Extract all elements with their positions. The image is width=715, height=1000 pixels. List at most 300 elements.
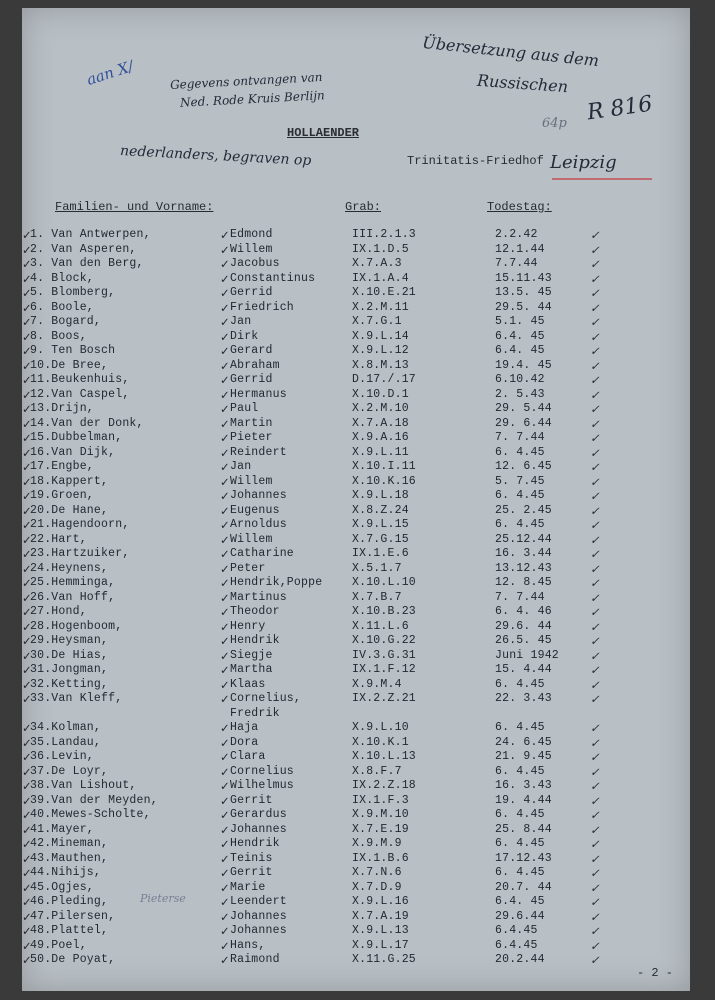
name-cell: 12.Van Caspel, xyxy=(30,387,130,401)
check-mark-icon: ✓ xyxy=(22,474,32,489)
pencil-mark-icon: ✓ xyxy=(590,286,600,300)
grave-cell: IV.3.G.31 xyxy=(352,648,416,662)
table-row xyxy=(22,475,690,490)
table-row xyxy=(22,852,690,867)
check-mark-icon: ✓ xyxy=(22,576,32,590)
check-mark-icon: ✓ xyxy=(220,938,230,953)
pencil-mark-icon: ✓ xyxy=(590,822,600,837)
name-cell: 46.Pleding, xyxy=(30,895,109,908)
grave-cell: IX.1.F.12 xyxy=(352,663,416,676)
date-cell: 16. 3.44 xyxy=(495,547,552,560)
grave-cell: X.9.L.10 xyxy=(352,721,409,734)
grave-cell: X.7.A.3 xyxy=(352,257,402,270)
first-name-cell: Abraham xyxy=(230,358,280,372)
first-name-cell: Pieter xyxy=(230,431,273,444)
check-mark-icon: ✓ xyxy=(22,431,32,445)
date-cell: 6. 4. 46 xyxy=(495,605,552,618)
check-mark-icon: ✓ xyxy=(22,779,32,793)
first-name-cell: Fredrik xyxy=(230,706,280,720)
table-row xyxy=(22,620,690,635)
pencil-mark-icon: ✓ xyxy=(590,242,600,257)
first-name-cell: Gerrid xyxy=(230,373,273,386)
check-mark-icon: ✓ xyxy=(220,576,230,590)
grave-cell: X.7.D.9 xyxy=(352,880,402,894)
first-name-cell: Henry xyxy=(230,619,266,633)
pencil-mark-icon: ✓ xyxy=(590,721,600,735)
pencil-mark-icon: ✓ xyxy=(590,431,600,445)
check-mark-icon: ✓ xyxy=(22,822,32,837)
check-mark-icon: ✓ xyxy=(220,242,230,257)
table-row xyxy=(22,431,690,446)
check-mark-icon: ✓ xyxy=(220,518,230,532)
date-cell: 20.2.44 xyxy=(495,953,545,966)
table-row xyxy=(22,272,690,287)
grave-cell: X.9.M.10 xyxy=(352,808,409,821)
name-cell: 32.Ketting, xyxy=(30,677,109,691)
subtitle-typed: Trinitatis-Friedhof xyxy=(407,154,544,168)
pencil-mark-icon: ✓ xyxy=(590,938,600,953)
check-mark-icon: ✓ xyxy=(22,373,32,387)
check-mark-icon: ✓ xyxy=(22,750,32,764)
date-cell: 29.5. 44 xyxy=(495,300,552,314)
name-cell: 13.Drijn, xyxy=(30,402,94,415)
first-name-cell: Peter xyxy=(230,561,266,575)
table-row xyxy=(22,837,690,852)
name-cell: 47.Pilersen, xyxy=(30,909,116,923)
table-row xyxy=(22,402,690,417)
grave-cell: X.10.G.22 xyxy=(352,634,416,647)
check-mark-icon: ✓ xyxy=(220,779,230,793)
first-name-cell: Haja xyxy=(230,721,259,734)
pencil-mark-icon: ✓ xyxy=(590,373,600,387)
check-mark-icon: ✓ xyxy=(220,315,230,329)
date-cell: 21. 9.45 xyxy=(495,750,552,763)
table-row xyxy=(22,243,690,258)
name-cell: 37.De Loyr, xyxy=(30,764,109,778)
grave-cell: X.9.M.9 xyxy=(352,837,402,850)
pencil-mark-icon: ✓ xyxy=(590,793,600,808)
name-cell: 14.Van der Donk, xyxy=(30,416,144,430)
check-mark-icon: ✓ xyxy=(220,648,230,663)
grave-cell: X.7.A.18 xyxy=(352,416,409,430)
check-mark-icon: ✓ xyxy=(220,474,230,489)
name-cell: 39.Van der Meyden, xyxy=(30,793,158,807)
date-cell: 29. 6.44 xyxy=(495,416,552,430)
date-cell: 16. 3.43 xyxy=(495,779,552,792)
table-row xyxy=(22,605,690,620)
name-cell: 5. Blomberg, xyxy=(30,286,116,299)
name-cell: 19.Groen, xyxy=(30,489,94,502)
name-cell: 41.Mayer, xyxy=(30,822,94,836)
name-cell: 21.Hagendoorn, xyxy=(30,518,130,531)
pencil-mark-icon: ✓ xyxy=(590,750,600,764)
date-cell: 6.4. 45 xyxy=(495,329,545,343)
table-row xyxy=(22,417,690,432)
pencil-mark-icon: ✓ xyxy=(590,648,600,663)
date-cell: 19.4. 45 xyxy=(495,358,552,372)
name-cell: 36.Levin, xyxy=(30,750,94,763)
check-mark-icon: ✓ xyxy=(22,721,32,735)
date-cell: 7. 7.44 xyxy=(495,590,545,604)
name-cell: 31.Jongman, xyxy=(30,663,109,676)
pencil-mark-icon: ✓ xyxy=(590,445,600,460)
table-row xyxy=(22,315,690,330)
pencil-mark-icon: ✓ xyxy=(590,735,600,750)
pencil-mark-icon: ✓ xyxy=(590,779,600,793)
note-top-right-1: Übersetzung aus dem xyxy=(421,32,600,71)
check-mark-icon: ✓ xyxy=(220,489,230,503)
date-cell: 15.11.43 xyxy=(495,271,552,285)
check-mark-icon: ✓ xyxy=(220,590,230,605)
date-cell: 13.5. 45 xyxy=(495,286,552,299)
check-mark-icon: ✓ xyxy=(220,286,230,300)
check-mark-icon: ✓ xyxy=(220,373,230,387)
first-name-cell: Klaas xyxy=(230,677,266,691)
check-mark-icon: ✓ xyxy=(22,895,32,909)
pencil-mark-icon: ✓ xyxy=(590,663,600,677)
pencil-mark-icon: ✓ xyxy=(590,837,600,851)
date-cell: 5. 7.45 xyxy=(495,474,545,488)
check-mark-icon: ✓ xyxy=(22,489,32,503)
check-mark-icon: ✓ xyxy=(220,228,230,242)
name-cell: 24.Heynens, xyxy=(30,561,109,575)
date-cell: 20.7. 44 xyxy=(495,880,552,894)
date-cell: 12. 8.45 xyxy=(495,576,552,589)
grave-cell: X.10.K.16 xyxy=(352,474,416,488)
check-mark-icon: ✓ xyxy=(220,837,230,851)
first-name-cell: Friedrich xyxy=(230,300,294,314)
check-mark-icon: ✓ xyxy=(22,909,32,924)
grave-cell: X.11.G.25 xyxy=(352,953,416,966)
check-mark-icon: ✓ xyxy=(22,605,32,619)
table-row xyxy=(22,301,690,316)
check-mark-icon: ✓ xyxy=(220,880,230,895)
grave-cell: X.7.B.7 xyxy=(352,590,402,604)
pencil-mark-icon: ✓ xyxy=(590,619,600,634)
first-name-cell: Wilhelmus xyxy=(230,779,294,792)
name-cell: 28.Hogenboom, xyxy=(30,619,123,633)
name-cell: 43.Mauthen, xyxy=(30,851,109,865)
grave-cell: X.2.M.11 xyxy=(352,300,409,314)
check-mark-icon: ✓ xyxy=(22,460,32,474)
first-name-cell: Hermanus xyxy=(230,387,287,401)
table-row xyxy=(22,794,690,809)
grave-cell: X.10.E.21 xyxy=(352,286,416,299)
name-cell: 44.Nihijs, xyxy=(30,866,102,879)
first-name-cell: Martinus xyxy=(230,590,287,604)
pencil-mark-icon: ✓ xyxy=(590,460,600,474)
table-row xyxy=(22,779,690,794)
table-row xyxy=(22,504,690,519)
pencil-mark-icon: ✓ xyxy=(590,692,600,706)
pencil-mark-icon: ✓ xyxy=(590,271,600,286)
name-cell: 3. Van den Berg, xyxy=(30,257,144,270)
first-name-cell: Leendert xyxy=(230,895,287,908)
name-cell: 23.Hartzuiker, xyxy=(30,547,130,560)
table-row xyxy=(22,562,690,577)
table-row xyxy=(22,663,690,678)
grave-cell: X.7.E.19 xyxy=(352,822,409,836)
date-cell: 12. 6.45 xyxy=(495,460,552,473)
grave-cell: X.10.I.11 xyxy=(352,460,416,473)
grave-cell: X.10.L.10 xyxy=(352,576,416,589)
page-title: HOLLAENDER xyxy=(287,126,360,140)
pencil-mark-icon: ✓ xyxy=(590,300,600,315)
pencil-mark-icon: ✓ xyxy=(590,503,600,518)
check-mark-icon: ✓ xyxy=(22,387,32,402)
date-cell: 2. 5.43 xyxy=(495,387,545,401)
name-cell: 1. Van Antwerpen, xyxy=(30,228,151,241)
check-mark-icon: ✓ xyxy=(22,793,32,808)
first-name-cell: Eugenus xyxy=(230,503,280,517)
date-cell: Juni 1942 xyxy=(495,648,559,662)
check-mark-icon: ✓ xyxy=(22,837,32,851)
table-row xyxy=(22,547,690,562)
check-mark-icon: ✓ xyxy=(22,445,32,460)
date-cell: 15. 4.44 xyxy=(495,663,552,676)
first-name-cell: Willem xyxy=(230,532,273,546)
grave-cell: IX.1.F.3 xyxy=(352,793,409,807)
table-row xyxy=(22,634,690,649)
grave-cell: X.10.D.1 xyxy=(352,387,409,401)
check-mark-icon: ✓ xyxy=(220,895,230,909)
check-mark-icon: ✓ xyxy=(220,851,230,866)
check-mark-icon: ✓ xyxy=(220,663,230,677)
check-mark-icon: ✓ xyxy=(22,561,32,576)
table-row xyxy=(22,359,690,374)
red-underline xyxy=(552,178,652,180)
check-mark-icon: ✓ xyxy=(22,938,32,953)
name-cell: 29.Heysman, xyxy=(30,634,109,647)
check-mark-icon: ✓ xyxy=(220,344,230,358)
date-cell: 7.7.44 xyxy=(495,257,538,270)
check-mark-icon: ✓ xyxy=(22,648,32,663)
check-mark-icon: ✓ xyxy=(220,300,230,315)
pencil-mark-icon: ✓ xyxy=(590,416,600,431)
check-mark-icon: ✓ xyxy=(22,315,32,329)
table-row xyxy=(22,533,690,548)
first-name-cell: Hans, xyxy=(230,938,266,952)
pencil-mark-icon: ✓ xyxy=(590,866,600,880)
name-cell: 45.Ogjes, xyxy=(30,880,94,894)
first-name-cell: Theodor xyxy=(230,605,280,618)
name-cell: 42.Mineman, xyxy=(30,837,109,850)
date-cell: 6. 4.45 xyxy=(495,677,545,691)
first-name-cell: Martha xyxy=(230,663,273,676)
date-cell: 6.4. 45 xyxy=(495,895,545,908)
first-name-cell: Dirk xyxy=(230,329,259,343)
check-mark-icon: ✓ xyxy=(22,953,32,967)
table-row xyxy=(22,881,690,896)
date-cell: 6. 4.45 xyxy=(495,518,545,531)
grave-cell: X.9.L.11 xyxy=(352,445,409,459)
first-name-cell: Teinis xyxy=(230,851,273,865)
check-mark-icon: ✓ xyxy=(220,953,230,967)
check-mark-icon: ✓ xyxy=(220,924,230,938)
name-cell: 25.Hemminga, xyxy=(30,576,116,589)
table-row xyxy=(22,939,690,954)
name-cell: 17.Engbe, xyxy=(30,460,94,473)
table-row xyxy=(22,910,690,925)
check-mark-icon: ✓ xyxy=(22,503,32,518)
document-page xyxy=(22,8,690,991)
first-name-cell: Cornelius xyxy=(230,764,294,778)
table-row xyxy=(22,736,690,751)
first-name-cell: Gerrit xyxy=(230,793,273,807)
pencil-mark-icon: ✓ xyxy=(590,953,600,967)
table-row xyxy=(22,460,690,475)
grave-cell: D.17./.17 xyxy=(352,373,416,386)
first-name-cell: Johannes xyxy=(230,909,287,923)
check-mark-icon: ✓ xyxy=(22,692,32,706)
date-cell: 25. 2.45 xyxy=(495,503,552,517)
check-mark-icon: ✓ xyxy=(220,329,230,344)
table-row xyxy=(22,330,690,345)
check-mark-icon: ✓ xyxy=(22,735,32,750)
grave-cell: X.9.L.18 xyxy=(352,489,409,502)
note-top-right-2: Russischen xyxy=(476,70,569,97)
first-name-cell: Arnoldus xyxy=(230,518,287,531)
grave-cell: X.9.M.4 xyxy=(352,677,402,691)
table-row xyxy=(22,446,690,461)
grave-cell: X.8.Z.24 xyxy=(352,503,409,517)
table-row xyxy=(22,750,690,765)
check-mark-icon: ✓ xyxy=(22,286,32,300)
pencil-mark-icon: ✓ xyxy=(590,518,600,532)
pencil-mark-icon: ✓ xyxy=(590,474,600,489)
grave-cell: IX.1.E.6 xyxy=(352,547,409,560)
check-mark-icon: ✓ xyxy=(220,634,230,648)
date-cell: 6.4.45 xyxy=(495,924,538,937)
table-row xyxy=(22,866,690,881)
grave-cell: X.9.L.16 xyxy=(352,895,409,908)
check-mark-icon: ✓ xyxy=(22,271,32,286)
name-cell: 49.Poel, xyxy=(30,938,87,952)
date-cell: 5.1. 45 xyxy=(495,315,545,328)
check-mark-icon: ✓ xyxy=(220,532,230,547)
name-cell: 8. Boos, xyxy=(30,329,87,343)
check-mark-icon: ✓ xyxy=(220,561,230,576)
check-mark-icon: ✓ xyxy=(220,793,230,808)
check-mark-icon: ✓ xyxy=(220,402,230,416)
check-mark-icon: ✓ xyxy=(22,358,32,373)
table-row xyxy=(22,924,690,939)
first-name-cell: Cornelius, xyxy=(230,692,302,705)
grave-cell: III.2.1.3 xyxy=(352,228,416,241)
name-cell: 22.Hart, xyxy=(30,532,87,546)
check-mark-icon: ✓ xyxy=(220,503,230,518)
pencil-mark-icon: ✓ xyxy=(590,851,600,866)
check-mark-icon: ✓ xyxy=(22,329,32,344)
pencil-mark-icon: ✓ xyxy=(590,358,600,373)
check-mark-icon: ✓ xyxy=(22,547,32,561)
column-header-date: Todestag: xyxy=(487,200,552,214)
grave-cell: IX.1.B.6 xyxy=(352,851,409,865)
check-mark-icon: ✓ xyxy=(22,619,32,634)
name-cell: 30.De Hias, xyxy=(30,648,109,662)
check-mark-icon: ✓ xyxy=(220,460,230,474)
table-row xyxy=(22,692,690,707)
grave-cell: X.9.L.15 xyxy=(352,518,409,531)
pencil-mark-icon: ✓ xyxy=(590,228,600,242)
name-cell: 15.Dubbelman, xyxy=(30,431,123,444)
first-name-cell: Marie xyxy=(230,880,266,894)
date-cell: 24. 6.45 xyxy=(495,735,552,749)
date-cell: 6. 4.45 xyxy=(495,764,545,778)
pencil-mark-icon: ✓ xyxy=(590,387,600,402)
first-name-cell: Gerrid xyxy=(230,286,273,299)
pencil-mark-icon: ✓ xyxy=(590,764,600,779)
grave-cell: X.9.L.17 xyxy=(352,938,409,952)
table-row xyxy=(22,388,690,403)
first-name-cell: Raimond xyxy=(230,953,280,966)
check-mark-icon: ✓ xyxy=(22,677,32,692)
grave-cell: X.7.G.1 xyxy=(352,315,402,328)
first-name-cell: Johannes xyxy=(230,489,287,502)
note-top-center-1: Gegevens ontvangen van xyxy=(169,70,323,92)
pencil-mark-icon: ✓ xyxy=(590,576,600,590)
grave-cell: X.7.G.15 xyxy=(352,532,409,546)
first-name-cell: Reindert xyxy=(230,445,287,459)
name-cell: 35.Landau, xyxy=(30,735,102,749)
margin-note-pieterse: Pieterse xyxy=(140,892,186,905)
reference-small: 64p xyxy=(542,116,567,131)
table-row xyxy=(22,895,690,910)
table-row xyxy=(22,808,690,823)
first-name-cell: Martin xyxy=(230,416,273,430)
first-name-cell: Johannes xyxy=(230,822,287,836)
pencil-mark-icon: ✓ xyxy=(590,677,600,692)
grave-cell: X.10.B.23 xyxy=(352,605,416,618)
first-name-cell: Gerrit xyxy=(230,866,273,879)
check-mark-icon: ✓ xyxy=(220,257,230,271)
date-cell: 12.1.44 xyxy=(495,242,545,256)
check-mark-icon: ✓ xyxy=(22,257,32,271)
check-mark-icon: ✓ xyxy=(22,532,32,547)
table-row xyxy=(22,707,690,722)
grave-cell: X.7.A.19 xyxy=(352,909,409,923)
date-cell: 6.4. 45 xyxy=(495,344,545,357)
first-name-cell: Jan xyxy=(230,315,252,328)
check-mark-icon: ✓ xyxy=(22,518,32,532)
table-row xyxy=(22,649,690,664)
check-mark-icon: ✓ xyxy=(220,866,230,880)
grave-cell: X.5.1.7 xyxy=(352,561,402,575)
first-name-cell: Gerard xyxy=(230,344,273,357)
grave-cell: IX.1.D.5 xyxy=(352,242,409,256)
table-row xyxy=(22,765,690,780)
column-header-grave: Grab: xyxy=(345,200,382,214)
note-top-left: aan X/ xyxy=(84,57,136,89)
check-mark-icon: ✓ xyxy=(220,445,230,460)
pencil-mark-icon: ✓ xyxy=(590,402,600,416)
name-cell: 50.De Poyat, xyxy=(30,953,116,966)
pencil-mark-icon: ✓ xyxy=(590,257,600,271)
check-mark-icon: ✓ xyxy=(220,358,230,373)
grave-cell: IX.1.A.4 xyxy=(352,271,409,285)
name-cell: 16.Van Dijk, xyxy=(30,445,116,459)
date-cell: 17.12.43 xyxy=(495,851,552,865)
pencil-mark-icon: ✓ xyxy=(590,924,600,938)
check-mark-icon: ✓ xyxy=(220,735,230,750)
table-row xyxy=(22,518,690,533)
reference-number: R 816 xyxy=(585,91,654,126)
pencil-mark-icon: ✓ xyxy=(590,808,600,822)
pencil-mark-icon: ✓ xyxy=(590,909,600,924)
name-cell: 33.Van Kleff, xyxy=(30,692,123,705)
date-cell: 6. 4.45 xyxy=(495,721,545,734)
date-cell: 22. 3.43 xyxy=(495,692,552,705)
